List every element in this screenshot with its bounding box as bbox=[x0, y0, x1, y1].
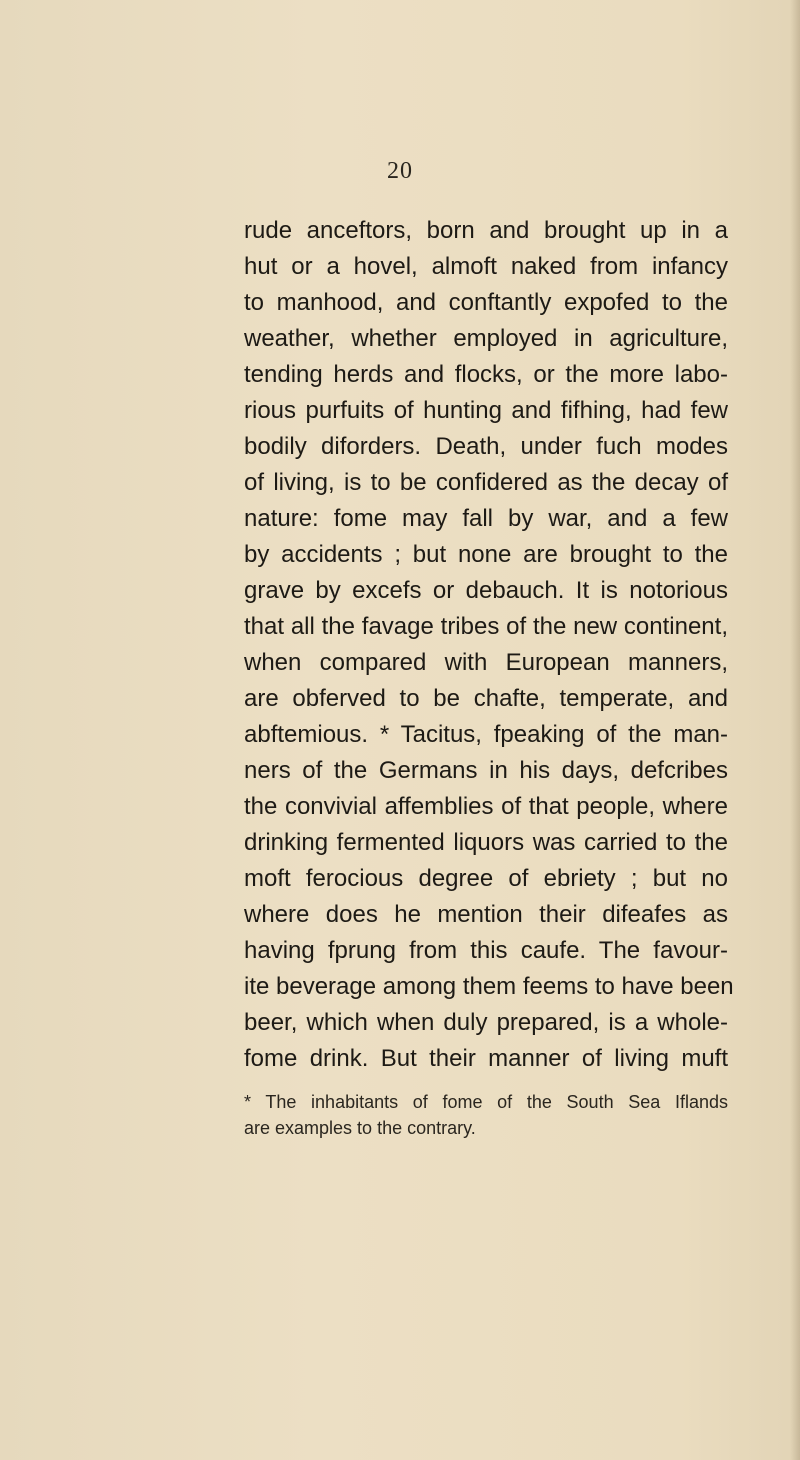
text-line: moft ferocious degree of ebriety ; but no bbox=[244, 865, 728, 892]
text-line: grave by excefs or debauch. It is notorious bbox=[244, 577, 728, 604]
text-line: having fprung from this caufe. The favour- bbox=[244, 937, 728, 964]
footnote-line: * The inhabitants of fome of the South Sea Iflands bbox=[244, 1092, 728, 1112]
footnote bbox=[244, 1089, 728, 1141]
page-edge-shadow bbox=[790, 0, 800, 1460]
body-text bbox=[244, 213, 734, 1077]
text-line: the convivial affemblies of that people, where bbox=[244, 793, 728, 820]
page-number: 20 bbox=[387, 158, 413, 184]
text-line: ite beverage among them feems to have been bbox=[244, 973, 734, 1000]
text-line: bodily diforders. Death, under fuch modes bbox=[244, 433, 728, 460]
text-line: rude anceftors, born and brought up in a bbox=[244, 217, 728, 244]
text-line: where does he mention their difeafes as bbox=[244, 901, 728, 928]
text-line: by accidents ; but none are brought to the bbox=[244, 541, 728, 568]
text-line: are obferved to be chafte, temperate, and bbox=[244, 685, 728, 712]
text-line: weather, whether employed in agriculture, bbox=[244, 325, 728, 352]
text-line: abftemious. * Tacitus, fpeaking of the man- bbox=[244, 721, 728, 748]
text-line: that all the favage tribes of the new continent, bbox=[244, 613, 728, 640]
text-line: beer, which when duly prepared, is a whole- bbox=[244, 1009, 728, 1036]
text-line: of living, is to be confidered as the decay of bbox=[244, 469, 728, 496]
text-line: rious purfuits of hunting and fifhing, had few bbox=[244, 397, 728, 424]
text-line: drinking fermented liquors was carried to the bbox=[244, 829, 728, 856]
text-line: ners of the Germans in his days, defcribes bbox=[244, 757, 728, 784]
text-line: to manhood, and conftantly expofed to the bbox=[244, 289, 728, 316]
text-line: tending herds and flocks, or the more labo- bbox=[244, 361, 728, 388]
footnote-line: are examples to the contrary. bbox=[244, 1118, 476, 1138]
text-line: nature: fome may fall by war, and a few bbox=[244, 505, 728, 532]
text-line: fome drink. But their manner of living muft bbox=[244, 1045, 728, 1072]
text-line: hut or a hovel, almoft naked from infancy bbox=[244, 253, 728, 280]
text-line: when compared with European manners, bbox=[244, 649, 728, 676]
